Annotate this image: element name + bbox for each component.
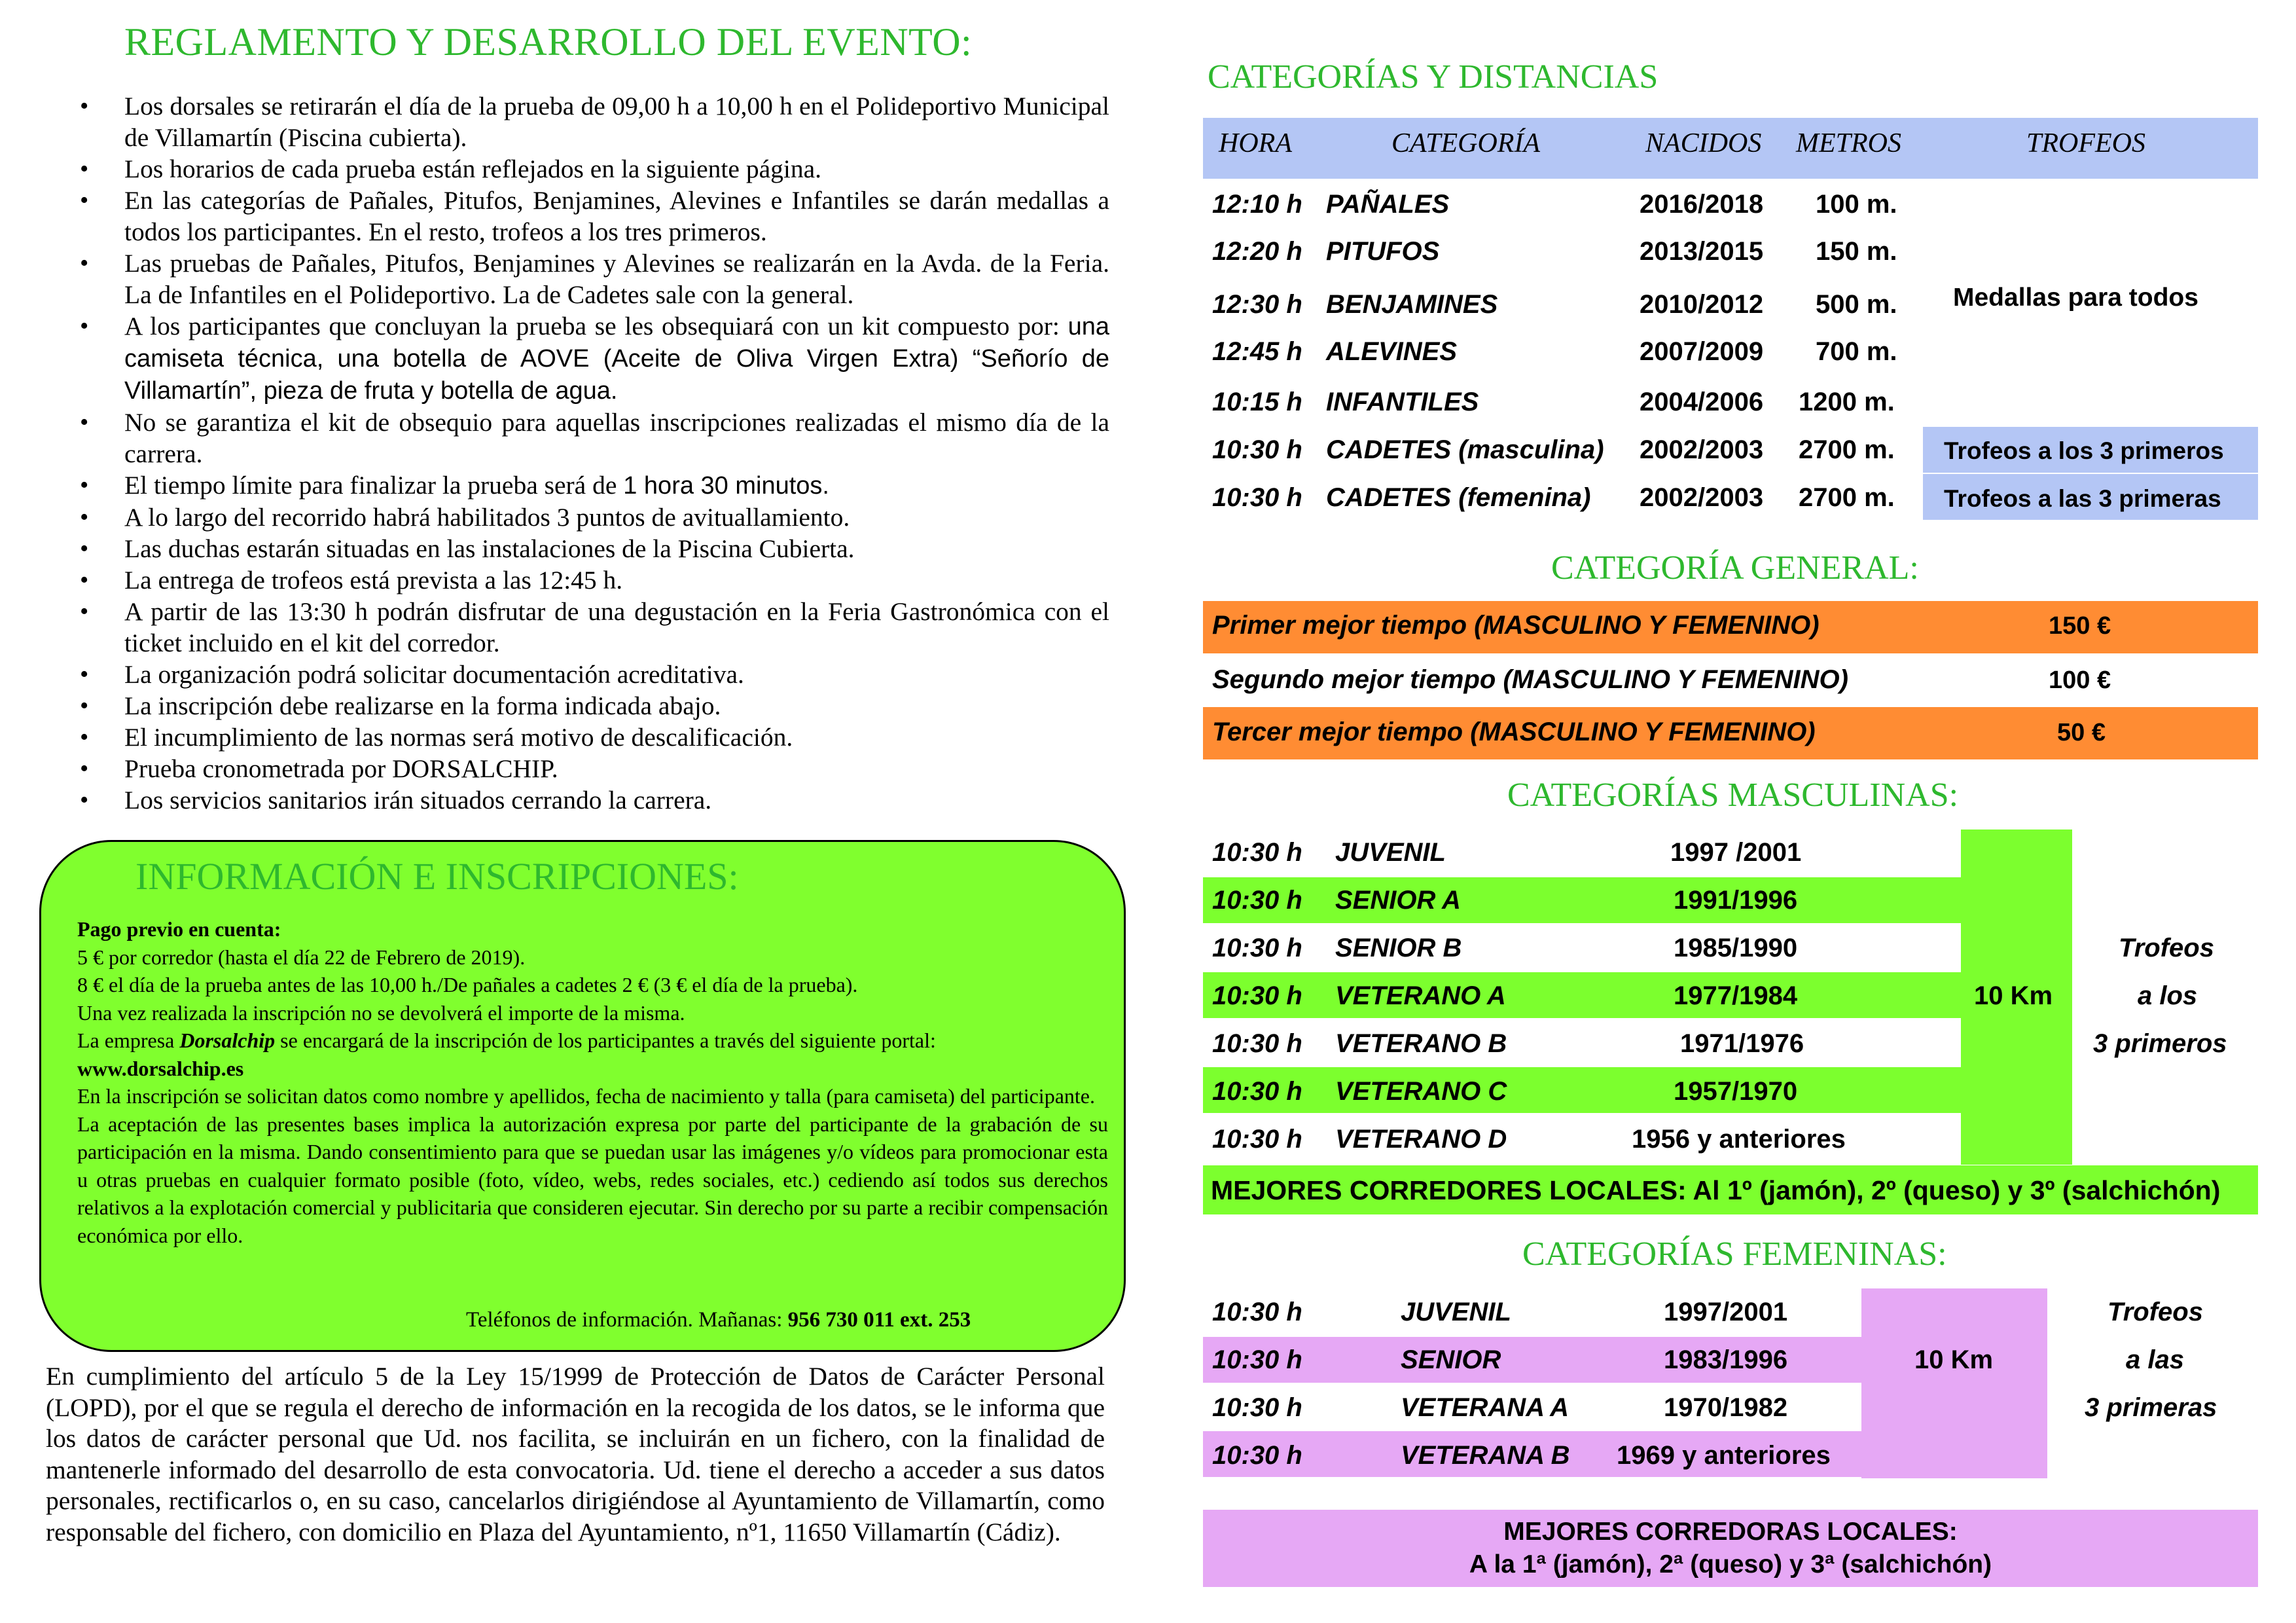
row-nacidos: 1957/1970 [1674, 1077, 1798, 1106]
row-hora: 10:15 h [1212, 388, 1302, 416]
row-metros: 500 m. [1816, 290, 1897, 319]
dorsalchip-name: Dorsalchip [179, 1029, 276, 1052]
info-line: Una vez realizada la inscripción no se devolverá el importe de la misma. [77, 1000, 685, 1025]
fem-trofeo: Trofeos [2108, 1298, 2203, 1326]
row-hora: 10:30 h [1212, 981, 1302, 1010]
row-hora: 10:30 h [1212, 838, 1302, 867]
row-categoria: VETERANO D [1335, 1125, 1507, 1154]
row-categoria: ALEVINES [1326, 337, 1458, 366]
info-line: 5 € por corredor (hasta el día 22 de Febrero de 2019). [77, 945, 526, 969]
list-item: • El tiempo límite para finalizar la prueba será de 1 hora 30 minutos. [39, 469, 1109, 501]
list-item: • A lo largo del recorrido habrá habilitados 3 puntos de avituallamiento. [39, 501, 1109, 533]
row-nacidos: 2002/2003 [1640, 435, 1764, 464]
list-item: • A los participantes que concluyan la prueba se les obsequiará con un kit compuesto por: una camiseta técnica, una botella de AOVE (Aceite de Oliva Virgen Extra) “Señorío de Villamartín”, pieza de fruta y botella de agua. [39, 310, 1109, 407]
row-nacidos: 2007/2009 [1640, 337, 1764, 366]
row-metros: 100 m. [1816, 190, 1897, 219]
masc-trofeo: a los [2138, 981, 2198, 1010]
row-nacidos: 2002/2003 [1640, 483, 1764, 512]
row-nacidos: 1956 y anteriores [1632, 1125, 1846, 1154]
row-categoria: CADETES (masculina) [1326, 435, 1604, 464]
list-item: • A partir de las 13:30 h podrán disfrutar de una degustación en la Feria Gastronómica con el ticket incluido en el kit del corredor. [39, 596, 1109, 659]
fem-trofeo: 3 primeras [2085, 1393, 2217, 1422]
header-metros: METROS [1796, 128, 1901, 158]
locales-fem-title: MEJORES CORREDORAS LOCALES: [1503, 1518, 1958, 1546]
list-item: • La inscripción debe realizarse en la forma indicada abajo. [39, 690, 1109, 721]
row-categoria: SENIOR A [1335, 886, 1461, 915]
masculinas-title: CATEGORÍAS MASCULINAS: [1507, 776, 1959, 814]
row-nacidos: 1970/1982 [1664, 1393, 1788, 1422]
row-categoria: SENIOR [1401, 1345, 1501, 1374]
info-text [77, 915, 1108, 1249]
header-hora: HORA [1219, 128, 1292, 158]
list-item: • Los dorsales se retirarán el día de la prueba de 09,00 h a 10,00 h en el Polideportivo Municipal de Villamartín (Piscina cubierta). [39, 90, 1109, 153]
list-item: • No se garantiza el kit de obsequio para aquellas inscripciones realizadas el mismo día de la carrera. [39, 407, 1109, 469]
list-item: • Prueba cronometrada por DORSALCHIP. [39, 753, 1109, 784]
list-item: • El incumplimiento de las normas será motivo de descalificación. [39, 721, 1109, 753]
header-nacidos: NACIDOS [1645, 128, 1762, 158]
list-item: • Los horarios de cada prueba están reflejados en la siguiente página. [39, 153, 1109, 185]
masc-trofeo: 3 primeros [2093, 1029, 2227, 1058]
info-line: La aceptación de las presentes bases implica la autorización expresa por parte del participante de la grabación de su participación en la misma. Dando consentimiento para que se puedan usar las imágenes y/o vídeos para promocionar esta u otras pruebas en cualquier formato posible (foto, vídeo, webs, redes sociales, etc.) cediendo así todos sus derechos relativos a la explotación comercial y publicitaria que consideren ejecutar. Sin derecho por su parte a recibir compensación económica por ello. [77, 1112, 1108, 1247]
row-metros: 1200 m. [1799, 388, 1895, 416]
row-categoria: SENIOR B [1335, 934, 1462, 962]
row-hora: 12:45 h [1212, 337, 1302, 366]
row-nacidos: 1971/1976 [1680, 1029, 1804, 1058]
row-hora: 10:30 h [1212, 1029, 1302, 1058]
masc-distance: 10 Km [1974, 981, 2053, 1010]
general-prize: 50 € [2057, 719, 2106, 746]
list-item: • En las categorías de Pañales, Pitufos, Benjamines, Alevines e Infantiles se darán medallas a todos los participantes. En el resto, trofeos a los tres primeros. [39, 185, 1109, 247]
row-nacidos: 2010/2012 [1640, 290, 1764, 319]
row-hora: 10:30 h [1212, 435, 1302, 464]
row-hora: 10:30 h [1212, 1393, 1302, 1422]
row-hora: 10:30 h [1212, 886, 1302, 915]
row-categoria: CADETES (femenina) [1326, 483, 1591, 512]
info-title: INFORMACIÓN E INSCRIPCIONES: [135, 855, 739, 898]
info-pago: Pago previo en cuenta: [77, 917, 281, 941]
fem-distance: 10 Km [1914, 1345, 1994, 1374]
row-categoria: VETERANO C [1335, 1077, 1507, 1106]
general-label: Segundo mejor tiempo (MASCULINO Y FEMENINO) [1212, 665, 1848, 694]
row-categoria: VETERANA B [1401, 1441, 1570, 1470]
row-nacidos: 1991/1996 [1674, 886, 1798, 915]
row-hora: 12:20 h [1212, 237, 1302, 266]
row-hora: 10:30 h [1212, 1345, 1302, 1374]
list-item: • La organización podrá solicitar documentación acreditativa. [39, 659, 1109, 690]
row-categoria: JUVENIL [1401, 1298, 1511, 1326]
row-hora: 10:30 h [1212, 1298, 1302, 1326]
masc-row-bg [1203, 877, 1961, 923]
row-nacidos: 1969 y anteriores [1617, 1441, 1831, 1470]
rules-list [39, 90, 1109, 816]
locales-fem-text: A la 1ª (jamón), 2ª (queso) y 3ª (salchichón) [1469, 1550, 1992, 1578]
row-categoria: BENJAMINES [1326, 290, 1498, 319]
categorias-title: CATEGORÍAS Y DISTANCIAS [1208, 58, 1659, 96]
lopd-text: En cumplimiento del artículo 5 de la Ley 15/1999 de Protección de Datos de Carácter Personal (LOPD), por el que se regula el derecho de información en la recogida de los datos, se le informa que los datos de carácter personal que Ud. nos facilita, se incluirán en un fichero, con la finalidad de mantenerle informado del desarrollo de esta convocatoria. Ud. tiene el derecho a acceder a sus datos personales, rectificarlos o, en su caso, cancelarlos dirigiéndose al Ayuntamiento de Villamartín, como responsable del fichero, con domicilio en Plaza del Ayuntamiento, nº1, 11650 Villamartín (Cádiz). [46, 1362, 1105, 1546]
trofeo-text: Trofeos a los 3 primeros [1944, 437, 2224, 464]
femeninas-title: CATEGORÍAS FEMENINAS: [1522, 1235, 1947, 1273]
row-categoria: VETERANO B [1335, 1029, 1507, 1058]
row-hora: 10:30 h [1212, 1125, 1302, 1154]
medallas-text: Medallas para todos [1953, 283, 2198, 312]
row-hora: 10:30 h [1212, 934, 1302, 962]
info-line: 8 € el día de la prueba antes de las 10,00 h./De pañales a cadetes 2 € (3 € el día de la prueba). [77, 973, 858, 996]
general-label: Tercer mejor tiempo (MASCULINO Y FEMENINO) [1212, 718, 1816, 746]
row-hora: 12:30 h [1212, 290, 1302, 319]
row-metros: 700 m. [1816, 337, 1897, 366]
general-prize: 150 € [2049, 612, 2111, 640]
fem-trofeo: a las [2126, 1345, 2184, 1374]
row-metros: 2700 m. [1799, 483, 1895, 512]
row-metros: 150 m. [1816, 237, 1897, 266]
header-categoria: CATEGORÍA [1391, 128, 1541, 158]
general-label: Primer mejor tiempo (MASCULINO Y FEMENINO) [1212, 611, 1820, 640]
trofeo-text: Trofeos a las 3 primeras [1944, 485, 2221, 512]
row-categoria: VETERANA A [1401, 1393, 1570, 1422]
fem-distance-cell [1861, 1288, 2047, 1478]
row-hora: 10:30 h [1212, 483, 1302, 512]
row-nacidos: 2016/2018 [1640, 190, 1764, 219]
row-hora: 10:30 h [1212, 1077, 1302, 1106]
row-nacidos: 1997/2001 [1664, 1298, 1788, 1326]
info-line: La empresa Dorsalchip se encargará de la inscripción de los participantes a través del siguiente portal: [77, 1029, 936, 1052]
list-item: • Las pruebas de Pañales, Pitufos, Benjamines y Alevines se realizarán en la Avda. de la Feria. La de Infantiles en el Polideportivo. La de Cadetes sale con la general. [39, 247, 1109, 310]
row-hora: 12:10 h [1212, 190, 1302, 219]
row-nacidos: 2004/2006 [1640, 388, 1764, 416]
masc-row-bg [1203, 972, 1961, 1018]
row-nacidos: 1977/1984 [1674, 981, 1798, 1010]
row-categoria: INFANTILES [1326, 388, 1479, 416]
list-item: • La entrega de trofeos está prevista a las 12:45 h. [39, 564, 1109, 596]
reglamento-title: REGLAMENTO Y DESARROLLO DEL EVENTO: [124, 20, 973, 64]
info-phone: Teléfonos de información. Mañanas: 956 730 011 ext. 253 [466, 1308, 971, 1332]
list-item: • Los servicios sanitarios irán situados cerrando la carrera. [39, 784, 1109, 816]
general-title: CATEGORÍA GENERAL: [1551, 549, 1919, 587]
row-categoria: JUVENIL [1335, 838, 1446, 867]
masc-row-bg [1203, 1067, 1961, 1113]
row-metros: 2700 m. [1799, 435, 1895, 464]
row-categoria: PAÑALES [1326, 190, 1450, 219]
list-item: • Las duchas estarán situadas en las instalaciones de la Piscina Cubierta. [39, 533, 1109, 564]
masc-trofeo: Trofeos [2119, 934, 2214, 962]
row-hora: 10:30 h [1212, 1441, 1302, 1470]
row-categoria: PITUFOS [1326, 237, 1440, 266]
dorsalchip-link[interactable]: www.dorsalchip.es [77, 1056, 244, 1080]
info-line: En la inscripción se solicitan datos como nombre y apellidos, fecha de nacimiento y talla (para camiseta) del participante. [77, 1084, 1095, 1108]
locales-masc-text: MEJORES CORREDORES LOCALES: Al 1º (jamón), 2º (queso) y 3º (salchichón) [1211, 1175, 2221, 1205]
row-nacidos: 2013/2015 [1640, 237, 1764, 266]
row-nacidos: 1997 /2001 [1670, 838, 1802, 867]
header-trofeos: TROFEOS [2026, 128, 2145, 158]
general-prize: 100 € [2049, 666, 2111, 694]
row-nacidos: 1985/1990 [1674, 934, 1798, 962]
row-nacidos: 1983/1996 [1664, 1345, 1788, 1374]
row-categoria: VETERANO A [1335, 981, 1506, 1010]
